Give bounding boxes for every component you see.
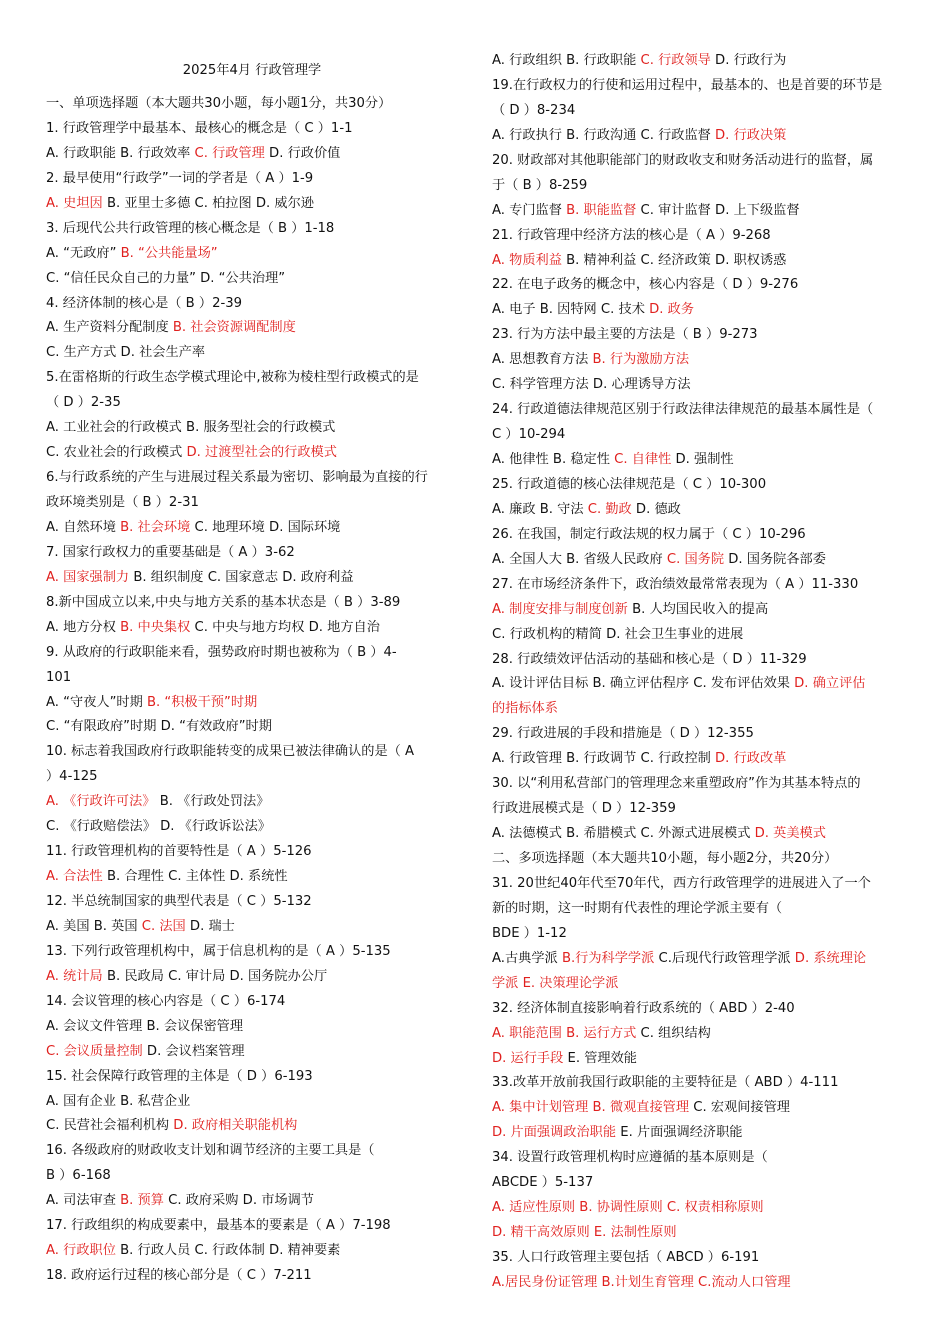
answer-text: C. 勤政 (587, 501, 632, 517)
text-line: 15. 社会保障行政管理的主体是（ D ）6-193 (46, 1068, 313, 1084)
answer-text: 学派 E. 决策理论学派 (492, 975, 619, 991)
text-line: 29. 行政进展的手段和措施是（ D ）12-355 (492, 726, 754, 742)
answer-text: A. 行政职位 (46, 1243, 116, 1259)
text-line (46, 1040, 458, 1065)
answer-text: D. 精干高效原则 E. 法制性原则 (492, 1225, 677, 1241)
answer-text: A. 制度安排与制度创新 (492, 601, 628, 617)
text-line (492, 348, 910, 373)
text-line (492, 498, 910, 523)
line-segment: C. 中央与地方均权 D. 地方自治 (190, 619, 380, 635)
answer-text: D. 过渡型社会的行政模式 (186, 445, 337, 461)
text-line: 17. 行政组织的构成要素中，最基本的要素是（ A ）7-198 (46, 1218, 391, 1234)
text-line: （ D ）8-234 (492, 102, 576, 118)
line-segment: A. 地方分权 (46, 619, 121, 635)
text-line (46, 1189, 458, 1214)
line-segment: E. 管理效能 (563, 1050, 637, 1066)
text-line (492, 1047, 910, 1072)
text-line (46, 192, 458, 217)
text-line: （ D ）2-35 (46, 395, 121, 411)
line-segment: A. 行政管理 B. 行政调节 C. 行政控制 (492, 751, 716, 767)
text-line: 8.新中国成立以来,中央与地方关系的基本状态是（ B ）3-89 (46, 594, 401, 610)
line-segment: B. 行政人员 C. 行政体制 D. 精神要素 (115, 1243, 341, 1259)
line-segment: D. 瑞士 (185, 918, 235, 934)
text-line: 1. 行政管理学中最基本、最核心的概念是（ C ）1-1 (46, 120, 353, 136)
line-segment: C. 民营社会福利机构 (46, 1118, 174, 1134)
text-line: A. 国有企业 B. 私营企业 (46, 1093, 191, 1109)
line-segment: A. “无政府” (46, 245, 121, 261)
answer-text: B. “公共能量场” (120, 245, 218, 261)
line-segment: C. 政府采购 D. 市场调节 (163, 1193, 314, 1209)
text-line: 5.在雷格斯的行政生态学模式理论中,被称为棱柱型行政模式的是 (46, 370, 419, 386)
answer-text: C. 行政领导 (640, 53, 711, 68)
line-segment: C. 审计监督 D. 上下级监督 (636, 202, 800, 218)
text-line (492, 298, 910, 323)
text-line (492, 1271, 910, 1296)
line-segment: B. 《行政处罚法》 (155, 794, 270, 810)
text-line (492, 249, 910, 274)
answer-text: B. 职能监督 (566, 202, 637, 218)
page-title: 2025年4月 行政管理学 (182, 63, 322, 78)
text-line: 3. 后现代公共行政管理的核心概念是（ B ）1-18 (46, 220, 335, 236)
text-line (492, 1022, 910, 1047)
text-line: B ）6-168 (46, 1168, 111, 1184)
text-line (492, 1221, 910, 1246)
line-segment: D. 强制性 (671, 452, 734, 467)
answer-text: C. 自律性 (614, 452, 672, 467)
text-line: 35. 人口行政管理主要包括（ ABCD ）6-191 (492, 1250, 760, 1265)
line-segment: A. 思想教育方法 (492, 352, 593, 368)
line-segment: C. 组织结构 (636, 1025, 711, 1041)
line-segment: B. 人均国民收入的提高 (627, 601, 769, 617)
text-line (46, 516, 458, 541)
text-line (492, 548, 910, 573)
text-line (46, 566, 458, 591)
answer-text: D. 英美模式 (754, 826, 826, 842)
line-segment: D. 行政行为 (710, 53, 787, 68)
answer-text: D. 系统理论 (794, 950, 867, 966)
text-line: C. “有限政府”时期 D. “有效政府”时期 (46, 719, 272, 735)
answer-text: A. 合法性 (46, 869, 103, 885)
text-line: C. 生产方式 D. 社会生产率 (46, 345, 206, 361)
text-line: 4. 经济体制的核心是（ B ）2-39 (46, 295, 243, 311)
text-line (46, 790, 458, 815)
line-segment: C. 宏观间接管理 (689, 1100, 790, 1116)
line-segment: A. 司法审查 (46, 1193, 121, 1209)
text-line (46, 1239, 458, 1264)
text-line: 11. 行政管理机构的首要特性是（ A ）5-126 (46, 844, 312, 860)
text-line: C. “信任民众自己的力量” D. “公共治理” (46, 270, 286, 286)
text-line: C. 科学管理方法 D. 心理诱导方法 (492, 377, 691, 393)
text-line: 13. 下列行政管理机构中，属于信息机构的是（ A ）5-135 (46, 943, 391, 959)
text-line: 34. 设置行政管理机构时应遵循的基本原则是（ (492, 1150, 768, 1166)
answer-text: D. 运行手段 (492, 1050, 564, 1066)
answer-text: A. 统计局 (46, 968, 103, 984)
left-column (46, 50, 458, 1289)
text-line: 一、单项选择题（本大题共30小题，每小题1分，共30分） (46, 96, 392, 111)
line-segment: A. 自然环境 (46, 519, 121, 535)
line-segment: A. 行政职能 B. 行政效率 (46, 145, 195, 161)
text-line (492, 747, 910, 772)
text-line: 20. 财政部对其他职能部门的财政收支和财务活动进行的监督，属 (492, 152, 874, 168)
answer-text: A. 适应性原则 B. 协调性原则 C. 权责相称原则 (492, 1200, 764, 1216)
answer-text: D. 政府相关职能机构 (173, 1118, 298, 1134)
text-line: 28. 行政绩效评估活动的基础和核心是（ D ）11-329 (492, 651, 807, 667)
text-line: 25. 行政道德的核心法律规范是（ C ）10-300 (492, 476, 767, 492)
line-segment: A. 他律性 B. 稳定性 (492, 452, 615, 467)
text-line (492, 49, 910, 74)
line-segment: C. 地理环境 D. 国际环境 (190, 519, 341, 535)
answer-text: C. 会议质量控制 (46, 1043, 143, 1059)
text-line: C ）10-294 (492, 427, 566, 443)
answer-text: B. 行为激励方法 (592, 352, 690, 368)
answer-text: 的指标体系 (492, 701, 558, 717)
text-line: 6.与行政系统的产生与进展过程关系最为密切、影响最为直接的行 (46, 470, 428, 486)
text-line (492, 822, 910, 847)
line-segment: B. 民政局 C. 审计局 D. 国务院办公厅 (102, 968, 328, 984)
text-line: 二、多项选择题（本大题共10小题，每小题2分，共20分） (492, 851, 838, 866)
line-segment: A. 法德模式 B. 希腊模式 C. 外源式进展模式 (492, 826, 755, 842)
text-line (46, 915, 458, 940)
text-line: 22. 在电子政务的概念中，核心内容是（ D ）9-276 (492, 277, 799, 293)
answer-text: B. “积极干预”时期 (146, 694, 258, 710)
line-segment: D. 行政价值 (264, 145, 341, 161)
line-segment: A. 生产资料分配制度 (46, 320, 173, 336)
answer-text: D. 政务 (649, 302, 695, 318)
text-line (492, 199, 910, 224)
text-line: A. 工业社会的行政模式 B. 服务型社会的行政模式 (46, 420, 336, 436)
text-line (46, 965, 458, 990)
answer-text: A. 职能范围 B. 运行方式 (492, 1025, 637, 1041)
text-line: 19.在行政权力的行使和运用过程中，最基本的、也是首要的环节是 (492, 77, 883, 93)
text-line (46, 1114, 458, 1139)
answer-text: D. 行政决策 (715, 127, 787, 143)
text-line: 18. 政府运行过程的核心部分是（ C ）7-211 (46, 1268, 312, 1284)
text-line: 10. 标志着我国政府行政职能转变的成果已被法律确认的是（ A (46, 744, 415, 760)
line-segment: A. “守夜人”时期 (46, 694, 147, 710)
line-segment: E. 片面强调经济职能 (616, 1125, 743, 1141)
text-line (492, 1196, 910, 1221)
line-segment: A. 全国人大 B. 省级人民政府 (492, 551, 667, 567)
text-line: 12. 半总统制国家的典型代表是（ C ）5-132 (46, 894, 312, 909)
text-line (492, 448, 910, 473)
text-line: A. 会议文件管理 B. 会议保密管理 (46, 1018, 244, 1034)
text-line: 31. 20世纪40年代至70年代，西方行政管理学的进展进入了一个 (492, 875, 871, 891)
line-segment: B. 合理性 C. 主体性 D. 系统性 (102, 869, 288, 885)
text-line: 9. 从政府的行政职能来看，强势政府时期也被称为（ B ）4- (46, 644, 397, 660)
text-line: 30. 以“利用私营部门的管理理念来重塑政府”作为其基本特点的 (492, 776, 861, 792)
text-line: 政环境类别是（ B ）2-31 (46, 495, 199, 510)
line-segment: A. 廉政 B. 守法 (492, 501, 588, 517)
answer-text: A. 物质利益 (492, 252, 562, 268)
text-line (46, 316, 458, 341)
line-segment: A.古典学派 (492, 950, 562, 966)
answer-text: B. 社会资源调配制度 (172, 320, 296, 336)
answer-text: D. 确立评估 (794, 676, 866, 692)
line-segment: B. 亚里士多德 C. 柏拉图 D. 威尔逊 (102, 195, 314, 211)
text-line (46, 865, 458, 890)
text-line (492, 124, 910, 149)
line-segment: C. 农业社会的行政模式 (46, 445, 187, 461)
answer-text: B. 社会环境 (120, 519, 191, 535)
answer-text: B. 中央集权 (120, 619, 191, 635)
answer-text: C. 国务院 (666, 551, 725, 567)
text-line: 21. 行政管理中经济方法的核心是（ A ）9-268 (492, 227, 771, 243)
text-line: BDE ）1-12 (492, 925, 567, 941)
text-line: ）4-125 (46, 769, 98, 785)
text-line: 于（ B ）8-259 (492, 177, 588, 193)
text-line: 23. 行为方法中最主要的方法是（ B ）9-273 (492, 327, 758, 343)
text-line: 16. 各级政府的财政收支计划和调节经济的主要工具是（ (46, 1143, 375, 1159)
text-line (46, 441, 458, 466)
line-segment: A. 设计评估目标 B. 确立评估程序 C. 发布评估效果 (492, 676, 795, 692)
text-line (492, 672, 910, 697)
text-line (46, 616, 458, 641)
text-line (492, 1096, 910, 1121)
text-line: ABCDE ）5-137 (492, 1175, 594, 1191)
line-segment: D. 德政 (631, 501, 681, 517)
text-line: 24. 行政道德法律规范区别于行政法律法律规范的最基本属性是（ (492, 402, 874, 418)
line-segment: A. 行政组织 B. 行政职能 (492, 53, 641, 68)
answer-text: B. 预算 (120, 1193, 164, 1209)
text-line (492, 1121, 910, 1146)
text-line: 7. 国家行政权力的重要基础是（ A ）3-62 (46, 544, 295, 560)
line-segment: C.后现代行政管理学派 (654, 950, 795, 966)
text-line: 33.改革开放前我国行政职能的主要特征是（ ABD ）4-111 (492, 1075, 839, 1091)
text-line (492, 697, 910, 722)
line-segment: D. 国务院各部委 (724, 551, 826, 567)
text-line: 新的时期，这一时期有代表性的理论学派主要有（ (492, 900, 783, 916)
answer-text: A. 史坦因 (46, 195, 103, 211)
answer-text: D. 片面强调政治职能 (492, 1125, 617, 1141)
text-line (492, 947, 910, 972)
text-line: 101 (46, 669, 72, 685)
text-line: 32. 经济体制直接影响着行政系统的（ ABD ）2-40 (492, 1000, 795, 1016)
line-segment: A. 行政执行 B. 行政沟通 C. 行政监督 (492, 127, 716, 143)
text-line: 2. 最早使用“行政学”一词的学者是（ A ）1-9 (46, 170, 314, 186)
text-line: C. 《行政赔偿法》 D. 《行政诉讼法》 (46, 819, 271, 835)
text-line: 行政进展模式是（ D ）12-359 (492, 801, 676, 817)
answer-text: B.行为科学学派 (561, 950, 655, 966)
answer-text: A. 《行政许可法》 (46, 794, 156, 810)
line-segment: A. 美国 B. 英国 (46, 918, 142, 934)
answer-text: C. 法国 (141, 918, 186, 934)
text-line: 14. 会议管理的核心内容是（ C ）6-174 (46, 993, 286, 1009)
line-segment: D. 会议档案管理 (142, 1043, 245, 1059)
answer-text: C. 行政管理 (194, 145, 265, 161)
text-line (46, 691, 458, 716)
text-line (492, 972, 910, 997)
line-segment: B. 精神利益 C. 经济政策 D. 职权诱惑 (561, 252, 787, 268)
text-line (46, 242, 458, 267)
text-line: 27. 在市场经济条件下，政治绩效最常常表现为（ A ）11-330 (492, 576, 859, 592)
answer-text: A. 集中计划管理 B. 微观直接管理 (492, 1100, 690, 1116)
text-line (46, 142, 458, 167)
text-line: 26. 在我国，制定行政法规的权力属于（ C ）10-296 (492, 526, 806, 542)
right-column (492, 49, 910, 1296)
text-line (492, 598, 910, 623)
answer-text: A.居民身份证管理 B.计划生育管理 C.流动人口管理 (492, 1274, 791, 1290)
answer-text: A. 国家强制力 (46, 569, 130, 585)
answer-text: D. 行政改革 (715, 751, 787, 767)
text-line: C. 行政机构的精简 D. 社会卫生事业的进展 (492, 626, 744, 642)
line-segment: A. 电子 B. 因特网 C. 技术 (492, 302, 650, 318)
line-segment: A. 专门监督 (492, 202, 567, 218)
line-segment: B. 组织制度 C. 国家意志 D. 政府利益 (129, 569, 354, 585)
